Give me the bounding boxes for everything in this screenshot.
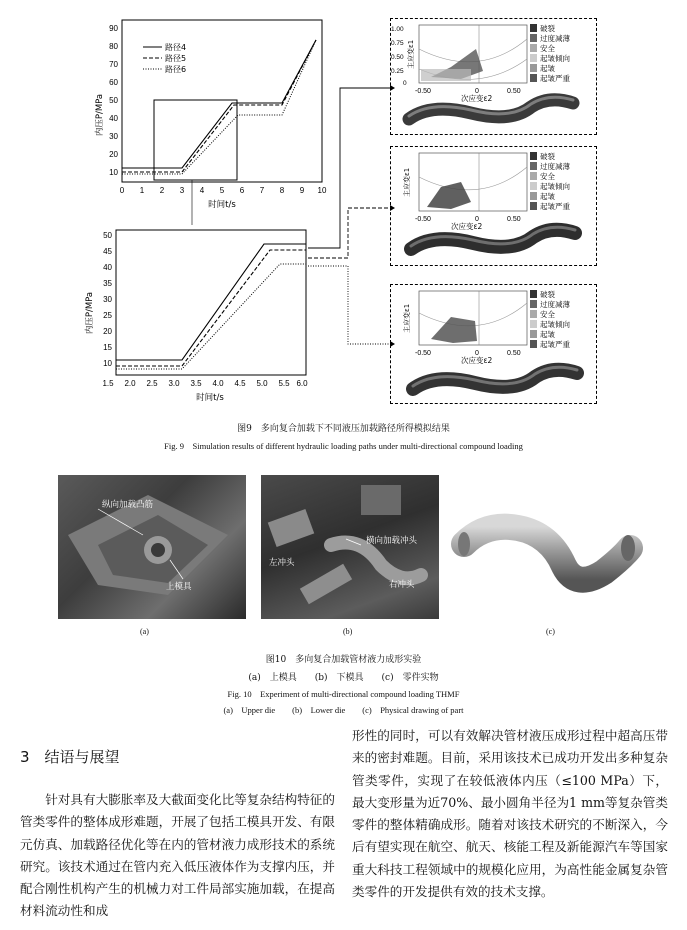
zoom-xlabel: 时间t/s [196,393,224,403]
main-xtick: 2 [159,186,165,195]
body-right-column: 形性的同时，可以有效解决管材液压成形过程中超高压带来的密封难题。目前，采用该技术已成功开发出多种复杂管类零件，实现了在较低液体内压（≤100 MPa）下，最大变形量为近70%、最小圆角半径为1 mm等复杂管类零件的整体精确成形。随着对该技术研究的不断深入，今后有望实现在航空、航天、核能工程及新能源汽车等国家重大科技工程领域中的规模化应用，为高性能金属复杂管类零件的开发提供有效的技术支撑。 [352,728,668,900]
main-xtick: 0 [119,186,125,195]
fig10-caption-cn: 图10 多向复合加载管材液力成形实验 [265,655,422,665]
main-path5-line [122,40,316,172]
flc-panel-path6 [390,284,597,404]
fig10-sub-en: (a) Upper die (b) Lower die (c) Physical drawing of part [223,705,464,715]
zoom-xtick: 5.5 [278,379,290,388]
flc-legend-wrinkle-tend: 起皱倾向 [540,182,570,191]
flc-xtick: 0 [475,88,479,95]
label-upper-die: 上模具 [166,582,192,592]
flc-legend-safe: 安全 [540,44,555,53]
flc-xtick: -0.50 [415,88,431,95]
flc-legend-thinning: 过度减薄 [540,162,570,171]
flc-ytick: 0.75 [391,40,404,47]
label-right-punch: 右冲头 [389,580,415,590]
main-xtick: 9 [299,186,305,195]
flc-legend-severe: 起皱严重 [540,202,570,211]
flc-xtick: 0.50 [507,216,521,223]
legend-path5: 路径5 [165,54,187,63]
flc-ytick: 0 [403,80,407,87]
zoom-ytick: 25 [103,311,112,320]
zoom-ylabel: 内压P/MPa [85,291,95,335]
zoom-ytick: 15 [103,343,112,352]
flc-legend-thinning: 过度减薄 [540,300,570,309]
zoom-ytick: 40 [103,263,112,272]
main-ylabel: 内压P/MPa [95,93,105,137]
photo-lower-die [261,475,439,619]
main-ytick: 90 [109,24,118,33]
main-ytick: 70 [109,60,118,69]
zoom-xtick: 1.5 [102,379,114,388]
flc-xlabel: 次应变ε2 [461,356,493,365]
zoom-xtick: 2.0 [124,379,136,388]
main-ytick: 50 [109,96,118,105]
main-xtick: 10 [317,186,327,195]
zoom-xtick: 4.5 [234,379,246,388]
sub-label-b: (b) [343,627,353,636]
main-path6-line [122,40,316,174]
main-xtick: 8 [279,186,285,195]
main-xtick: 7 [259,186,265,195]
sub-label-a: (a) [140,627,149,636]
main-ytick: 40 [109,114,118,123]
flc-ylabel: 主应变ε1 [403,303,411,333]
flc-legend-wrinkle: 起皱 [540,330,555,339]
zoom-ytick: 45 [103,247,112,256]
main-xtick: 4 [199,186,205,195]
photo-upper-die [58,475,246,619]
flc-ytick: 0.25 [391,68,404,75]
main-xtick: 6 [239,186,245,195]
fig9-zoom-plot [80,228,310,413]
zoom-xtick: 3.5 [190,379,202,388]
flc-xtick: 0.50 [507,88,521,95]
sub-label-c: (c) [546,627,555,636]
main-ytick: 60 [109,78,118,87]
flc-xtick: -0.50 [415,216,431,223]
flc-ytick: 1.00 [391,26,404,33]
main-xtick: 3 [179,186,185,195]
flc-legend-crack: 破裂 [540,290,555,299]
flc-legend-safe: 安全 [540,310,555,319]
zoom-ytick: 35 [103,279,112,288]
zoom-xtick: 3.0 [168,379,180,388]
zoom-xtick: 2.5 [146,379,158,388]
flc-legend-wrinkle: 起皱 [540,192,555,201]
flc-legend-crack: 破裂 [540,24,555,33]
flc-ylabel: 主应变ε1 [407,39,415,69]
zoom-xtick: 5.0 [256,379,268,388]
zoom-xtick: 6.0 [296,379,308,388]
flc-legend-severe: 起皱严重 [540,340,570,349]
fig10-sub-cn: (a) 上模具 (b) 下模具 (c) 零件实物 [248,673,439,683]
flc-xlabel: 次应变ε2 [461,94,493,103]
flc-ytick: 0.50 [391,54,404,61]
main-ytick: 20 [109,150,118,159]
flc-xlabel: 次应变ε2 [451,222,483,231]
main-xtick: 1 [139,186,145,195]
zoom-path4-line [116,244,306,360]
section-heading: 3 结语与展望 [20,748,120,766]
connector-lines [300,80,395,350]
flc-legend-thinning: 过度减薄 [540,34,570,43]
flc-legend-wrinkle: 起皱 [540,64,555,73]
legend-path4: 路径4 [165,43,187,52]
main-ytick: 30 [109,132,118,141]
flc-panel-path5 [390,146,597,266]
flc-legend-wrinkle-tend: 起皱倾向 [540,54,570,63]
flc-xtick: -0.50 [415,350,431,357]
fig10-caption-en: Fig. 10 Experiment of multi-directional compound loading THMF [227,689,460,699]
flc-xtick: 0 [475,350,479,357]
label-left-punch: 左冲头 [269,558,295,568]
fig9-caption-en: Fig. 9 Simulation results of different hydraulic loading paths under multi-directional compound loading [164,441,523,451]
fig9-caption-cn: 图9 多向复合加载下不同液压加载路径所得模拟结果 [237,424,450,434]
main-xlabel: 时间t/s [208,200,236,210]
main-ytick: 80 [109,42,118,51]
photo-part [446,482,646,612]
label-transverse-punch: 横向加载冲头 [366,536,418,546]
zoom-ytick: 10 [103,359,112,368]
zoom-ytick: 20 [103,327,112,336]
flc-legend-safe: 安全 [540,172,555,181]
main-xtick: 5 [219,186,225,195]
main-ytick: 10 [109,168,118,177]
main-path4-line [122,40,316,168]
zoom-ytick: 30 [103,295,112,304]
body-left-column: 针对具有大膨胀率及大截面变化比等复杂结构特征的管类零件的整体成形难题，开展了包括工模具开发、有限元仿真、加载路径优化等在内的管材液力成形技术的系统研究。该技术通过在管内充入低压液体作为支撑内压，并配合刚性机构产生的机械力对工件局部实施加载，在提高材料流动性和成 [20,792,335,919]
label-longitudinal-rib: 纵向加载凸筋 [102,500,154,510]
flc-legend-crack: 破裂 [540,152,555,161]
zoom-path6-line [116,264,306,369]
flc-xtick: 0.50 [507,350,521,357]
flc-panel-path4 [390,18,597,135]
flc-legend-severe: 起皱严重 [540,74,570,83]
flc-legend-wrinkle-tend: 起皱倾向 [540,320,570,329]
zoom-xtick: 4.0 [212,379,224,388]
flc-xtick: 0 [475,216,479,223]
legend-path6: 路径6 [165,65,187,74]
flc-ylabel: 主应变ε1 [403,167,411,197]
zoom-ytick: 50 [103,231,112,240]
